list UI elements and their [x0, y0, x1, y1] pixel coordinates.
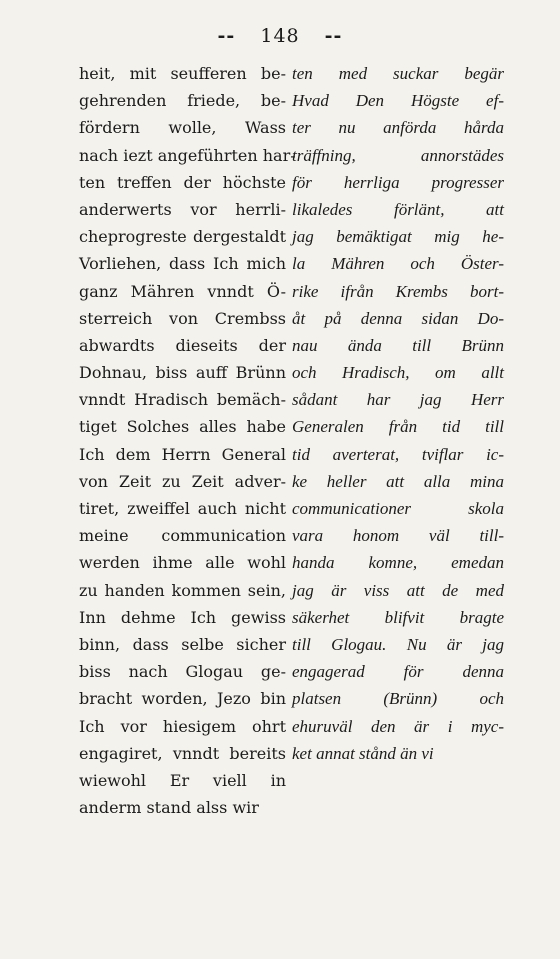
- german-text-column: [79, 60, 296, 821]
- swedish-text-line: la Mähren och Öster-: [292, 254, 504, 274]
- german-text-line: cheprogreste dergestaldt: [79, 227, 286, 247]
- swedish-text-line: sådant har jag Herr: [292, 390, 504, 410]
- swedish-text-column: [292, 60, 504, 767]
- german-text-line: Ich dem Herrn General: [79, 444, 286, 464]
- german-text-line: wiewohl Er viell in: [79, 770, 286, 790]
- swedish-text-line: engagerad för denna: [292, 662, 504, 682]
- german-text-line: Dohnau, biss auff Brünn: [79, 363, 286, 383]
- page-header: [0, 24, 560, 48]
- german-text-line: von Zeit zu Zeit adver-: [79, 471, 286, 491]
- german-text-line: ten treffen der höchste: [79, 172, 286, 192]
- german-text-line: tiget Solches alles habe: [79, 417, 286, 437]
- german-text-line: engagiret, vnndt bereits: [79, 743, 286, 763]
- swedish-text-line: för herrliga progresser: [292, 172, 504, 192]
- header-dash-right: --: [324, 25, 343, 47]
- german-text-line: fördern wolle, Wass: [79, 118, 286, 138]
- german-text-line: zu handen kommen sein,: [79, 580, 286, 600]
- swedish-text-line: Hvad Den Högste ef-: [292, 91, 504, 111]
- swedish-text-line: jag bemäktigat mig he-: [292, 227, 504, 247]
- german-text-line: anderm stand alss wir: [79, 798, 259, 818]
- swedish-text-line: rike ifrån Krembs bort-: [292, 281, 504, 301]
- swedish-text-line: ke heller att alla mina: [292, 471, 504, 491]
- swedish-text-line: till Glogau. Nu är jag: [292, 634, 504, 654]
- german-text-line: gehrenden friede, be-: [79, 91, 286, 111]
- swedish-text-line: ten med suckar begär: [292, 64, 504, 83]
- swedish-text-line: nau ända till Brünn: [292, 335, 504, 355]
- german-text-line: bracht worden, Jezo bin: [79, 689, 286, 709]
- german-text-line: vnndt Hradisch bemäch-: [79, 390, 286, 410]
- page-number: 148: [260, 25, 300, 47]
- german-text-line: Vorliehen, dass Ich mich: [79, 254, 286, 274]
- german-text-line: binn, dass selbe sicher: [79, 634, 286, 654]
- swedish-text-line: ehuruväl den är i myc-: [292, 716, 504, 736]
- header-dash-left: --: [217, 25, 236, 47]
- swedish-text-line: ket annat stånd än vi: [292, 743, 434, 763]
- swedish-text-line: communicationer skola: [292, 499, 504, 518]
- german-text-line: Ich vor hiesigem ohrt: [79, 716, 286, 736]
- swedish-text-line: jag är viss att de med: [292, 580, 504, 600]
- swedish-text-line: vara honom väl till-: [292, 526, 504, 546]
- german-text-line: nach iezt angeführten har-: [79, 145, 296, 165]
- swedish-text-line: tid averterat, tviflar ic-: [292, 444, 504, 464]
- swedish-text-line: säkerhet blifvit bragte: [292, 607, 504, 627]
- german-text-line: heit, mit seufferen be-: [79, 64, 286, 83]
- german-text-line: tiret, zweiffel auch nicht: [79, 499, 286, 518]
- german-text-line: sterreich von Crembss: [79, 308, 286, 328]
- german-text-line: abwardts dieseits der: [79, 335, 286, 355]
- german-text-line: anderwerts vor herrli-: [79, 199, 286, 219]
- swedish-text-line: platsen (Brünn) och: [292, 689, 504, 709]
- german-text-line: ganz Mähren vnndt Ö-: [79, 281, 286, 301]
- german-text-line: biss nach Glogau ge-: [79, 662, 286, 682]
- swedish-text-line: Generalen från tid till: [292, 417, 504, 437]
- swedish-text-line: åt på denna sidan Do-: [292, 308, 504, 328]
- german-text-line: meine communication: [79, 526, 286, 546]
- german-text-line: werden ihme alle wohl: [79, 553, 286, 573]
- swedish-text-line: ter nu anförda hårda: [292, 118, 504, 138]
- swedish-text-line: handa komne, emedan: [292, 553, 504, 573]
- swedish-text-line: träffning, annorstädes: [292, 145, 504, 165]
- swedish-text-line: och Hradisch, om allt: [292, 363, 504, 383]
- german-text-line: Inn dehme Ich gewiss: [79, 607, 286, 627]
- swedish-text-line: likaledes förlänt, att: [292, 199, 504, 219]
